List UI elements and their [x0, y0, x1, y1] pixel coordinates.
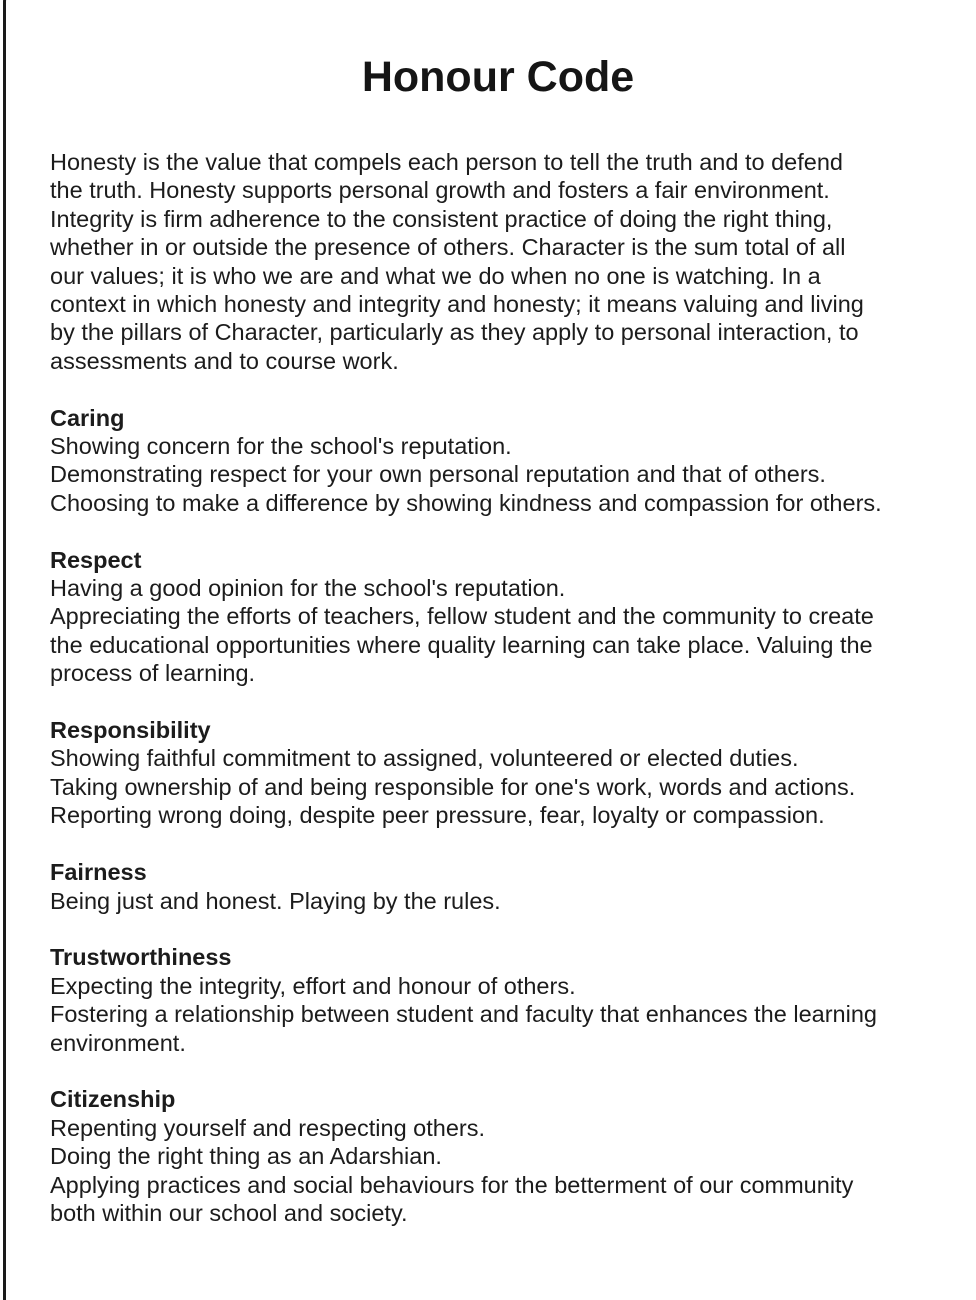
section-line: process of learning. [50, 660, 256, 687]
section-line: Repenting yourself and respecting others. [50, 1114, 486, 1141]
section-heading: Responsibility [50, 717, 211, 744]
section-line: both within our school and society. [50, 1199, 408, 1226]
intro-paragraph [50, 148, 970, 375]
section-responsibility [50, 716, 970, 830]
section-heading: Caring [50, 404, 125, 431]
intro-line: the truth. Honesty supports personal growth and fosters a fair environment. [50, 177, 830, 204]
intro-line: our values; it is who we are and what we do when no one is watching. In a [50, 262, 821, 289]
section-line: Reporting wrong doing, despite peer pressure, fear, loyalty or compassion. [50, 802, 825, 829]
intro-line: context in which honesty and integrity and honesty; it means valuing and living [50, 291, 864, 318]
section-caring [50, 404, 970, 518]
section-fairness [50, 858, 970, 915]
section-line: Having a good opinion for the school's reputation. [50, 575, 566, 602]
document-body [50, 148, 970, 1227]
section-line: Fostering a relationship between student and faculty that enhances the learning [50, 1001, 877, 1028]
section-heading: Trustworthiness [50, 944, 232, 971]
section-line: Showing faithful commitment to assigned, volunteered or elected duties. [50, 745, 799, 772]
intro-line: assessments and to course work. [50, 347, 399, 374]
section-line: Doing the right thing as an Adarshian. [50, 1143, 442, 1170]
intro-line: by the pillars of Character, particularly as they apply to personal interaction, to [50, 319, 859, 346]
section-line: Appreciating the efforts of teachers, fellow student and the community to create [50, 603, 874, 630]
section-line: Demonstrating respect for your own personal reputation and that of others. [50, 461, 826, 488]
intro-line: Integrity is firm adherence to the consistent practice of doing the right thing, [50, 205, 833, 232]
intro-line: Honesty is the value that compels each person to tell the truth and to defend [50, 149, 843, 175]
section-heading: Respect [50, 546, 142, 573]
section-line: Being just and honest. Playing by the rules. [50, 887, 501, 914]
section-line: Expecting the integrity, effort and honour of others. [50, 972, 576, 999]
section-line: Applying practices and social behaviours for the betterment of our community [50, 1171, 854, 1198]
section-line: Showing concern for the school's reputation. [50, 433, 512, 460]
section-line: Taking ownership of and being responsible for one's work, words and actions. [50, 773, 856, 800]
page-title: Honour Code [361, 52, 635, 101]
section-respect [50, 546, 970, 688]
section-heading: Fairness [50, 859, 147, 886]
section-line: Choosing to make a difference by showing kindness and compassion for others. [50, 489, 882, 516]
section-heading: Citizenship [50, 1086, 176, 1113]
section-citizenship [50, 1085, 970, 1227]
section-line: the educational opportunities where quality learning can take place. Valuing the [50, 631, 873, 658]
section-line: environment. [50, 1029, 186, 1056]
intro-line: whether in or outside the presence of others. Character is the sum total of all [50, 234, 846, 261]
section-trustworthiness [50, 943, 970, 1057]
